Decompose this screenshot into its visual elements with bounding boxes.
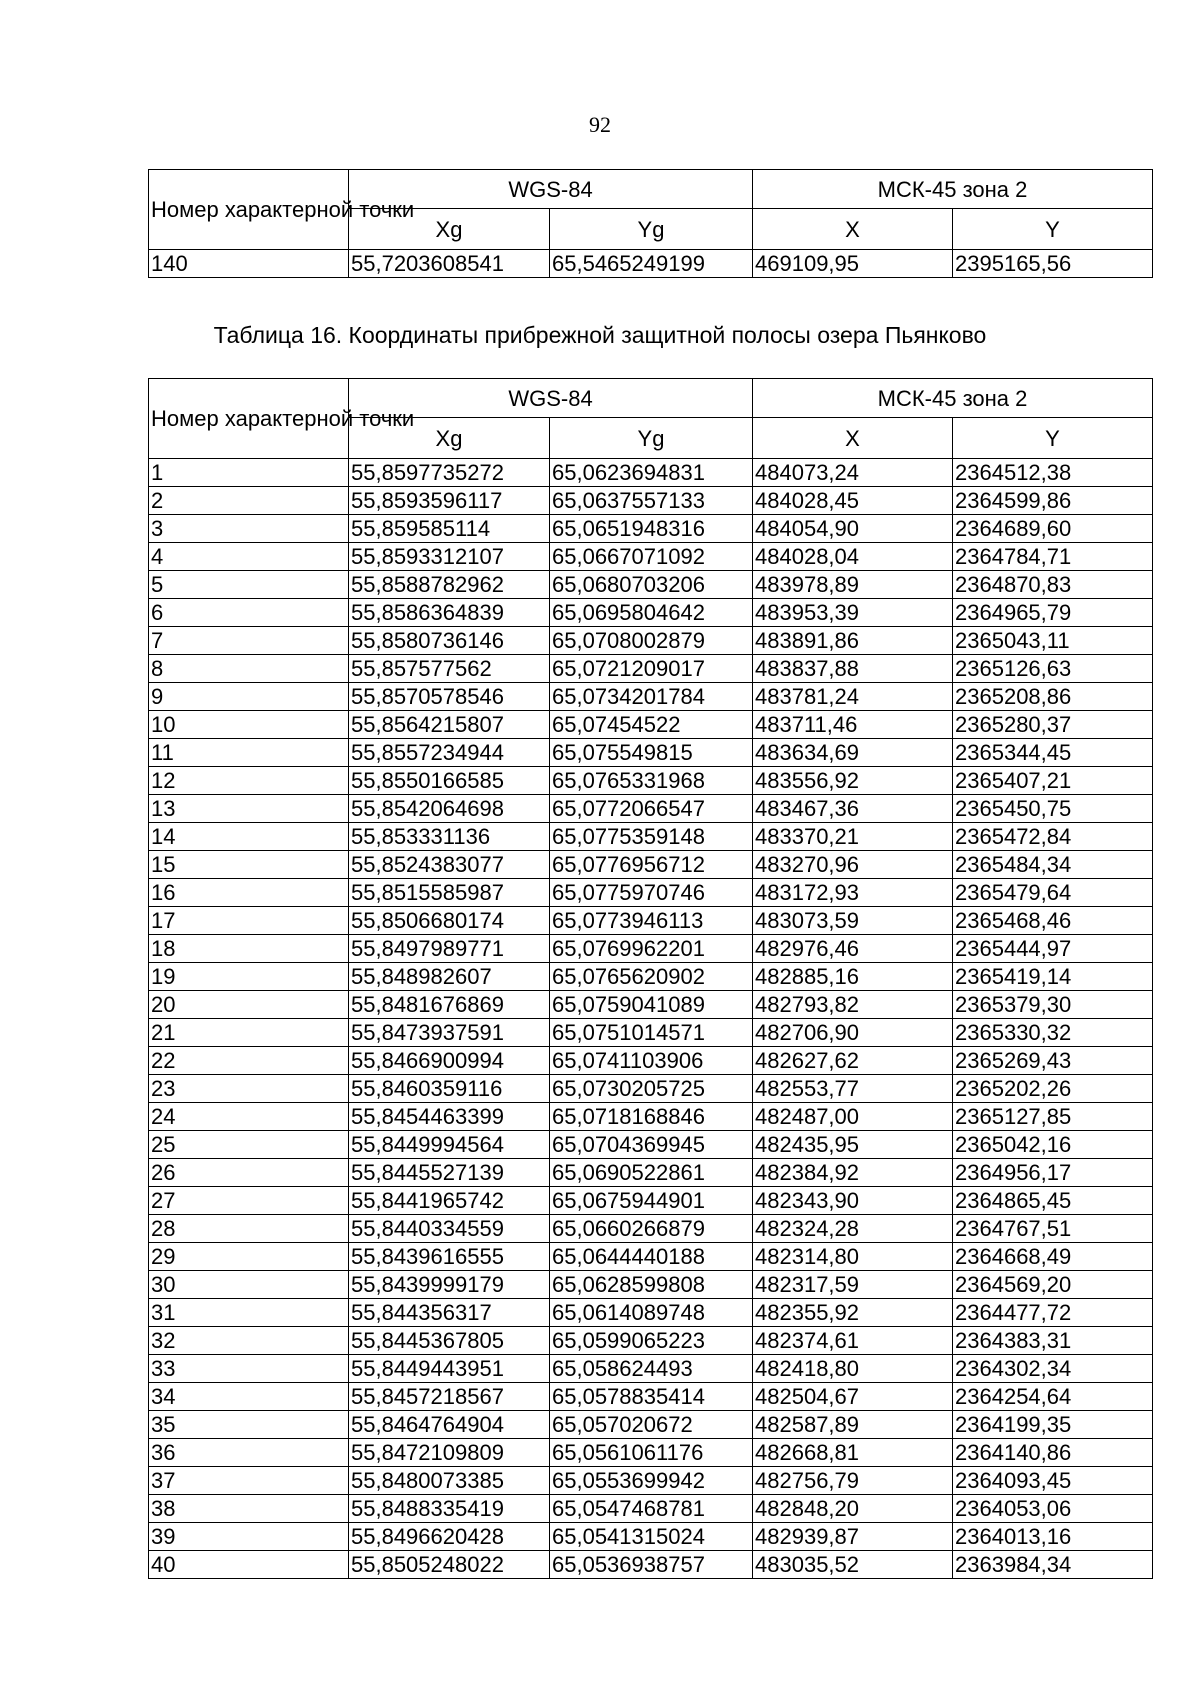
table-row: [149, 767, 1153, 795]
cell-y: 2364956,17: [953, 1159, 1153, 1187]
cell-xg: 55,8473937591: [349, 1019, 550, 1047]
cell-x: 482487,00: [753, 1103, 953, 1131]
cell-y: 2364865,45: [953, 1187, 1153, 1215]
cell-y: 2364767,51: [953, 1215, 1153, 1243]
cell-point-number: 10: [149, 711, 349, 739]
cell-point-number: 21: [149, 1019, 349, 1047]
cell-point-number: 24: [149, 1103, 349, 1131]
table-row: [149, 1019, 1153, 1047]
cell-yg: 65,0644440188: [550, 1243, 753, 1271]
cell-y: 2365126,63: [953, 655, 1153, 683]
cell-xg: 55,8440334559: [349, 1215, 550, 1243]
cell-y: 2365042,16: [953, 1131, 1153, 1159]
cell-xg: 55,848982607: [349, 963, 550, 991]
cell-xg: 55,8505248022: [349, 1551, 550, 1579]
cell-y: 2364599,86: [953, 487, 1153, 515]
cell-yg: 65,0772066547: [550, 795, 753, 823]
cell-xg: 55,8496620428: [349, 1523, 550, 1551]
cell-xg: 55,8454463399: [349, 1103, 550, 1131]
cell-point-number: 140: [149, 250, 349, 278]
table-row: [149, 543, 1153, 571]
cell-x: 482314,80: [753, 1243, 953, 1271]
table-row: [149, 1439, 1153, 1467]
cell-xg: 55,8580736146: [349, 627, 550, 655]
cell-y: 2364199,35: [953, 1411, 1153, 1439]
cell-x: 482627,62: [753, 1047, 953, 1075]
cell-x: 484028,04: [753, 543, 953, 571]
table-row: [149, 599, 1153, 627]
cell-point-number: 33: [149, 1355, 349, 1383]
cell-yg: 65,0599065223: [550, 1327, 753, 1355]
cell-xg: 55,8542064698: [349, 795, 550, 823]
table-row: [149, 1299, 1153, 1327]
cell-x: 482374,61: [753, 1327, 953, 1355]
cell-yg: 65,0637557133: [550, 487, 753, 515]
cell-x: 482848,20: [753, 1495, 953, 1523]
cell-xg: 55,8481676869: [349, 991, 550, 1019]
cell-point-number: 3: [149, 515, 349, 543]
cell-x: 483837,88: [753, 655, 953, 683]
cell-xg: 55,8586364839: [349, 599, 550, 627]
table-row: [149, 1495, 1153, 1523]
cell-xg: 55,8488335419: [349, 1495, 550, 1523]
coordinates-table-continued: [148, 169, 1153, 278]
cell-x: 483891,86: [753, 627, 953, 655]
cell-y: 2395165,56: [953, 250, 1153, 278]
cell-yg: 65,0751014571: [550, 1019, 753, 1047]
cell-x: 484073,24: [753, 459, 953, 487]
table-row: [149, 1159, 1153, 1187]
table-row: [149, 879, 1153, 907]
cell-yg: 65,0734201784: [550, 683, 753, 711]
cell-yg: 65,0773946113: [550, 907, 753, 935]
cell-y: 2364569,20: [953, 1271, 1153, 1299]
cell-xg: 55,8439616555: [349, 1243, 550, 1271]
cell-point-number: 27: [149, 1187, 349, 1215]
cell-x: 483035,52: [753, 1551, 953, 1579]
cell-point-number: 32: [149, 1327, 349, 1355]
cell-x: 483953,39: [753, 599, 953, 627]
cell-yg: 65,0721209017: [550, 655, 753, 683]
cell-xg: 55,8439999179: [349, 1271, 550, 1299]
table-row: [149, 1243, 1153, 1271]
cell-y: 2364254,64: [953, 1383, 1153, 1411]
cell-yg: 65,0541315024: [550, 1523, 753, 1551]
table-row: [149, 1467, 1153, 1495]
table-body: [149, 459, 1153, 1579]
cell-yg: 65,0675944901: [550, 1187, 753, 1215]
cell-xg: 55,8457218567: [349, 1383, 550, 1411]
cell-yg: 65,0775970746: [550, 879, 753, 907]
header-xg: Xg: [349, 418, 550, 459]
table-row: [149, 711, 1153, 739]
table-row: [149, 795, 1153, 823]
header-point-number: Номер характерной точки: [149, 170, 349, 250]
cell-y: 2364383,31: [953, 1327, 1153, 1355]
cell-y: 2365379,30: [953, 991, 1153, 1019]
cell-xg: 55,7203608541: [349, 250, 550, 278]
cell-point-number: 15: [149, 851, 349, 879]
table-row: [149, 739, 1153, 767]
cell-yg: 65,5465249199: [550, 250, 753, 278]
cell-x: 483370,21: [753, 823, 953, 851]
cell-x: 483781,24: [753, 683, 953, 711]
cell-y: 2364689,60: [953, 515, 1153, 543]
cell-x: 484054,90: [753, 515, 953, 543]
cell-point-number: 23: [149, 1075, 349, 1103]
cell-xg: 55,8597735272: [349, 459, 550, 487]
table-row: [149, 963, 1153, 991]
table-row: [149, 1327, 1153, 1355]
cell-xg: 55,857577562: [349, 655, 550, 683]
cell-point-number: 7: [149, 627, 349, 655]
cell-yg: 65,0628599808: [550, 1271, 753, 1299]
cell-yg: 65,0690522861: [550, 1159, 753, 1187]
cell-x: 482587,89: [753, 1411, 953, 1439]
table-row: [149, 250, 1153, 278]
cell-point-number: 4: [149, 543, 349, 571]
cell-x: 469109,95: [753, 250, 953, 278]
header-point-number: Номер характерной точки: [149, 379, 349, 459]
cell-x: 482384,92: [753, 1159, 953, 1187]
cell-point-number: 35: [149, 1411, 349, 1439]
cell-y: 2365344,45: [953, 739, 1153, 767]
cell-x: 483634,69: [753, 739, 953, 767]
cell-y: 2364965,79: [953, 599, 1153, 627]
cell-xg: 55,8593312107: [349, 543, 550, 571]
cell-point-number: 40: [149, 1551, 349, 1579]
cell-x: 482756,79: [753, 1467, 953, 1495]
table-row: [149, 907, 1153, 935]
cell-point-number: 36: [149, 1439, 349, 1467]
cell-yg: 65,0553699942: [550, 1467, 753, 1495]
header-wgs84: WGS-84: [349, 170, 753, 209]
header-wgs84: WGS-84: [349, 379, 753, 418]
cell-y: 2365330,32: [953, 1019, 1153, 1047]
table-row: [149, 487, 1153, 515]
cell-yg: 65,0776956712: [550, 851, 753, 879]
cell-point-number: 34: [149, 1383, 349, 1411]
cell-yg: 65,0561061176: [550, 1439, 753, 1467]
cell-yg: 65,07454522: [550, 711, 753, 739]
cell-y: 2365479,64: [953, 879, 1153, 907]
cell-yg: 65,058624493: [550, 1355, 753, 1383]
cell-y: 2365127,85: [953, 1103, 1153, 1131]
cell-y: 2365468,46: [953, 907, 1153, 935]
cell-xg: 55,8524383077: [349, 851, 550, 879]
table-row: [149, 1383, 1153, 1411]
table-row: [149, 1103, 1153, 1131]
cell-yg: 65,0775359148: [550, 823, 753, 851]
cell-point-number: 28: [149, 1215, 349, 1243]
cell-x: 482317,59: [753, 1271, 953, 1299]
table-row: [149, 655, 1153, 683]
cell-yg: 65,0547468781: [550, 1495, 753, 1523]
cell-xg: 55,853331136: [349, 823, 550, 851]
cell-point-number: 13: [149, 795, 349, 823]
cell-xg: 55,8441965742: [349, 1187, 550, 1215]
cell-xg: 55,8445527139: [349, 1159, 550, 1187]
cell-xg: 55,8460359116: [349, 1075, 550, 1103]
cell-yg: 65,0680703206: [550, 571, 753, 599]
cell-yg: 65,0708002879: [550, 627, 753, 655]
cell-yg: 65,075549815: [550, 739, 753, 767]
cell-x: 484028,45: [753, 487, 953, 515]
cell-x: 482885,16: [753, 963, 953, 991]
cell-y: 2364512,38: [953, 459, 1153, 487]
cell-y: 2365444,97: [953, 935, 1153, 963]
cell-x: 482668,81: [753, 1439, 953, 1467]
cell-y: 2364302,34: [953, 1355, 1153, 1383]
cell-y: 2365450,75: [953, 795, 1153, 823]
table-row: [149, 1523, 1153, 1551]
cell-x: 482553,77: [753, 1075, 953, 1103]
cell-xg: 55,8472109809: [349, 1439, 550, 1467]
table-row: [149, 683, 1153, 711]
cell-xg: 55,8449994564: [349, 1131, 550, 1159]
cell-yg: 65,0741103906: [550, 1047, 753, 1075]
table-caption: Таблица 16. Координаты прибрежной защитной полосы озера Пьянково: [213, 322, 987, 348]
cell-y: 2364784,71: [953, 543, 1153, 571]
cell-point-number: 16: [149, 879, 349, 907]
cell-xg: 55,8588782962: [349, 571, 550, 599]
cell-y: 2365472,84: [953, 823, 1153, 851]
cell-point-number: 5: [149, 571, 349, 599]
cell-x: 482418,80: [753, 1355, 953, 1383]
table-row: [149, 851, 1153, 879]
cell-yg: 65,0718168846: [550, 1103, 753, 1131]
cell-point-number: 9: [149, 683, 349, 711]
header-x: X: [753, 209, 953, 250]
cell-y: 2364870,83: [953, 571, 1153, 599]
cell-x: 482939,87: [753, 1523, 953, 1551]
cell-point-number: 17: [149, 907, 349, 935]
cell-x: 483073,59: [753, 907, 953, 935]
cell-xg: 55,8564215807: [349, 711, 550, 739]
cell-xg: 55,8466900994: [349, 1047, 550, 1075]
cell-point-number: 8: [149, 655, 349, 683]
cell-yg: 65,0578835414: [550, 1383, 753, 1411]
cell-y: 2363984,34: [953, 1551, 1153, 1579]
cell-point-number: 14: [149, 823, 349, 851]
cell-point-number: 20: [149, 991, 349, 1019]
cell-x: 483978,89: [753, 571, 953, 599]
cell-xg: 55,8497989771: [349, 935, 550, 963]
cell-x: 482324,28: [753, 1215, 953, 1243]
cell-yg: 65,0769962201: [550, 935, 753, 963]
cell-yg: 65,0623694831: [550, 459, 753, 487]
coordinates-table-16: [148, 378, 1153, 1579]
page-number: 92: [589, 112, 611, 137]
cell-y: 2365484,34: [953, 851, 1153, 879]
cell-yg: 65,0660266879: [550, 1215, 753, 1243]
cell-point-number: 1: [149, 459, 349, 487]
cell-yg: 65,0730205725: [550, 1075, 753, 1103]
cell-x: 483711,46: [753, 711, 953, 739]
table-row: [149, 991, 1153, 1019]
table-row: [149, 1355, 1153, 1383]
cell-yg: 65,0667071092: [550, 543, 753, 571]
cell-point-number: 30: [149, 1271, 349, 1299]
cell-xg: 55,8593596117: [349, 487, 550, 515]
cell-x: 483270,96: [753, 851, 953, 879]
cell-xg: 55,8445367805: [349, 1327, 550, 1355]
cell-y: 2365043,11: [953, 627, 1153, 655]
cell-x: 482793,82: [753, 991, 953, 1019]
header-msk45: МСК-45 зона 2: [753, 379, 1153, 418]
cell-yg: 65,0614089748: [550, 1299, 753, 1327]
cell-point-number: 2: [149, 487, 349, 515]
cell-point-number: 31: [149, 1299, 349, 1327]
cell-point-number: 38: [149, 1495, 349, 1523]
cell-x: 482435,95: [753, 1131, 953, 1159]
cell-yg: 65,0765620902: [550, 963, 753, 991]
cell-xg: 55,859585114: [349, 515, 550, 543]
cell-y: 2365280,37: [953, 711, 1153, 739]
cell-y: 2364053,06: [953, 1495, 1153, 1523]
header-y: Y: [953, 418, 1153, 459]
cell-yg: 65,0759041089: [550, 991, 753, 1019]
table-row: [149, 1411, 1153, 1439]
cell-point-number: 39: [149, 1523, 349, 1551]
cell-xg: 55,844356317: [349, 1299, 550, 1327]
cell-x: 482706,90: [753, 1019, 953, 1047]
cell-y: 2365407,21: [953, 767, 1153, 795]
cell-yg: 65,057020672: [550, 1411, 753, 1439]
table-row: [149, 1131, 1153, 1159]
table-row: [149, 1271, 1153, 1299]
cell-point-number: 22: [149, 1047, 349, 1075]
cell-point-number: 12: [149, 767, 349, 795]
table-row: [149, 459, 1153, 487]
cell-y: 2364013,16: [953, 1523, 1153, 1551]
cell-xg: 55,8506680174: [349, 907, 550, 935]
table-row: [149, 1075, 1153, 1103]
cell-point-number: 26: [149, 1159, 349, 1187]
cell-x: 482976,46: [753, 935, 953, 963]
cell-x: 482504,67: [753, 1383, 953, 1411]
cell-x: 483467,36: [753, 795, 953, 823]
table-row: [149, 571, 1153, 599]
cell-xg: 55,8557234944: [349, 739, 550, 767]
cell-yg: 65,0651948316: [550, 515, 753, 543]
table-row: [149, 1187, 1153, 1215]
cell-xg: 55,8550166585: [349, 767, 550, 795]
cell-point-number: 25: [149, 1131, 349, 1159]
cell-point-number: 19: [149, 963, 349, 991]
cell-xg: 55,8449443951: [349, 1355, 550, 1383]
cell-y: 2364140,86: [953, 1439, 1153, 1467]
cell-y: 2364093,45: [953, 1467, 1153, 1495]
cell-y: 2364668,49: [953, 1243, 1153, 1271]
cell-yg: 65,0536938757: [550, 1551, 753, 1579]
cell-xg: 55,8464764904: [349, 1411, 550, 1439]
cell-yg: 65,0695804642: [550, 599, 753, 627]
cell-point-number: 11: [149, 739, 349, 767]
cell-xg: 55,8570578546: [349, 683, 550, 711]
cell-point-number: 29: [149, 1243, 349, 1271]
cell-x: 482343,90: [753, 1187, 953, 1215]
table-row: [149, 1215, 1153, 1243]
cell-xg: 55,8480073385: [349, 1467, 550, 1495]
cell-y: 2364477,72: [953, 1299, 1153, 1327]
table-row: [149, 627, 1153, 655]
table-row: [149, 1047, 1153, 1075]
cell-y: 2365208,86: [953, 683, 1153, 711]
table-body: [149, 250, 1153, 278]
cell-y: 2365269,43: [953, 1047, 1153, 1075]
table-row: [149, 1551, 1153, 1579]
cell-x: 483556,92: [753, 767, 953, 795]
cell-y: 2365202,26: [953, 1075, 1153, 1103]
cell-point-number: 6: [149, 599, 349, 627]
cell-point-number: 18: [149, 935, 349, 963]
cell-yg: 65,0765331968: [550, 767, 753, 795]
header-y: Y: [953, 209, 1153, 250]
header-x: X: [753, 418, 953, 459]
cell-point-number: 37: [149, 1467, 349, 1495]
cell-yg: 65,0704369945: [550, 1131, 753, 1159]
cell-x: 482355,92: [753, 1299, 953, 1327]
table-row: [149, 515, 1153, 543]
cell-y: 2365419,14: [953, 963, 1153, 991]
table-row: [149, 823, 1153, 851]
table-row: [149, 935, 1153, 963]
header-yg: Yg: [550, 209, 753, 250]
cell-xg: 55,8515585987: [349, 879, 550, 907]
cell-x: 483172,93: [753, 879, 953, 907]
header-xg: Xg: [349, 209, 550, 250]
header-yg: Yg: [550, 418, 753, 459]
header-msk45: МСК-45 зона 2: [753, 170, 1153, 209]
